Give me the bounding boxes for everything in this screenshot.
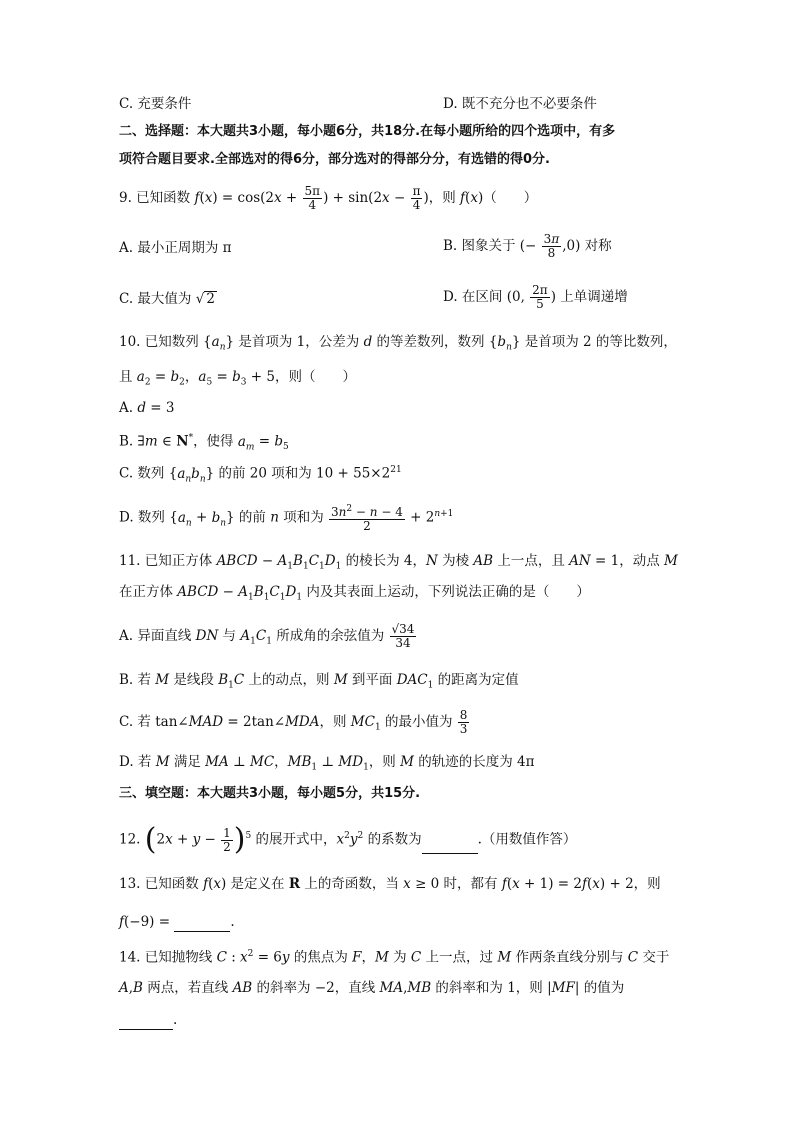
q9-option-b: B. 图象关于 (− $\frac{3\pi}{8}$ ,0) 对称	[443, 232, 612, 260]
q13-answer-blank[interactable]	[174, 917, 230, 932]
question-9: 9. 已知函数 f(x) = cos(2x + $\frac{5\pi}{4}$ ) + sin(2x − $\frac{\pi}{4}$ )，则 f(x)（ ）	[119, 184, 538, 212]
question-11-line1: 11. 已知正方体 ABCD − $A_1B_1C_1D_1$ 的棱长为 4，N 为棱 AB 上一点，且 AN = 1，动点 M	[119, 553, 678, 572]
section-3-header: 三、填空题：本大题共3小题，每小题5分，共15分.	[119, 786, 421, 801]
question-10-line2: 且 $a_2 = b_2$，$a_5 = b_3 + 5$，则（ ）	[119, 369, 356, 388]
question-11-line2: 在正方体 ABCD − $A_1B_1C_1D_1$ 内及其表面上运动，下列说法正确的是（ ）	[119, 584, 590, 603]
q11-option-d: D. 若 M 满足 MA ⊥ MC，$MB_1$ ⊥ $MD_1$，则 M 的轨迹的长度为 4π	[119, 754, 535, 773]
q10-option-b: B. ∃m ∈ N*，使得 $a_m = b_5$	[119, 433, 289, 453]
question-14-line2: A,B 两点，若直线 AB 的斜率为 −2，直线 MA,MB 的斜率和为 1，则 |MF| 的值为	[119, 980, 625, 996]
q9-option-c: C. 最大值为 √ 2	[119, 291, 215, 307]
q12-hint: （用数值作答）	[481, 831, 577, 848]
question-14-line1: 14. 已知抛物线 C : $x^2 = 6y$ 的焦点为 F，M 为 C 上一点，过 M 作两条直线分别与 C 交于	[119, 949, 670, 966]
q11-option-c: C. 若 tan∠MAD = 2tan∠MDA，则 $MC_1$ 的最小值为 $\frac{8}{3}$	[119, 708, 468, 736]
section-2-header-line1: 二、选择题：本大题共3小题，每小题6分，共18分.在每小题所给的四个选项中，有多	[119, 124, 616, 139]
q14-answer-blank[interactable]	[119, 1015, 173, 1030]
q11-option-a: A. 异面直线 DN 与 $A_1C_1$ 所成角的余弦值为 $\frac{√34}{34}$	[119, 622, 415, 650]
section-2-header-line2: 项符合题目要求.全部选对的得6分，部分选对的得部分分，有选错的得0分.	[119, 152, 550, 167]
question-10-line1: 10. 已知数列 $\{a_n\}$ 是首项为 1，公差为 d 的等差数列，数列 $\{b_n\}$ 是首项为 2 的等比数列，	[119, 334, 677, 353]
q10-option-c: C. 数列 $\{a_nb_n\}$ 的前 20 项和为 $10 + 55\times 2^{21}$	[119, 465, 402, 485]
q9-option-a: A. 最小正周期为 π	[119, 240, 232, 256]
q8-option-d: D. 既不充分也不必要条件	[443, 96, 597, 112]
q8-option-c: C. 充要条件	[119, 96, 192, 112]
question-13-line1: 13. 已知函数 f(x) 是定义在 R 上的奇函数，当 x ≥ 0 时，都有 f(x + 1) = 2f(x) + 2，则	[119, 876, 661, 892]
question-12: 12. (2x + y − $\frac{1}{2}$ )$^5$ 的展开式中，$x^2y^2$ 的系数为 .（用数值作答）	[119, 822, 577, 857]
q11-option-b: B. 若 M 是线段 $B_1C$ 上的动点，则 M 到平面 $DAC_1$ 的距离为定值	[119, 672, 519, 691]
q10-option-a: A. d = 3	[119, 400, 175, 416]
q10-option-d: D. 数列 $\{a_n + b_n\}$ 的前 n 项和为 $\frac{3n^2 - n - 4}{2}$ + $2^{n+1}$	[119, 504, 454, 533]
q12-answer-blank[interactable]	[422, 839, 478, 854]
q9-option-d: D. 在区间 (0, $\frac{2\pi}{5}$ ) 上单调递增	[443, 283, 628, 311]
question-14-line3: .	[119, 1010, 177, 1030]
question-13-line2: f(−9) = .	[119, 914, 235, 930]
